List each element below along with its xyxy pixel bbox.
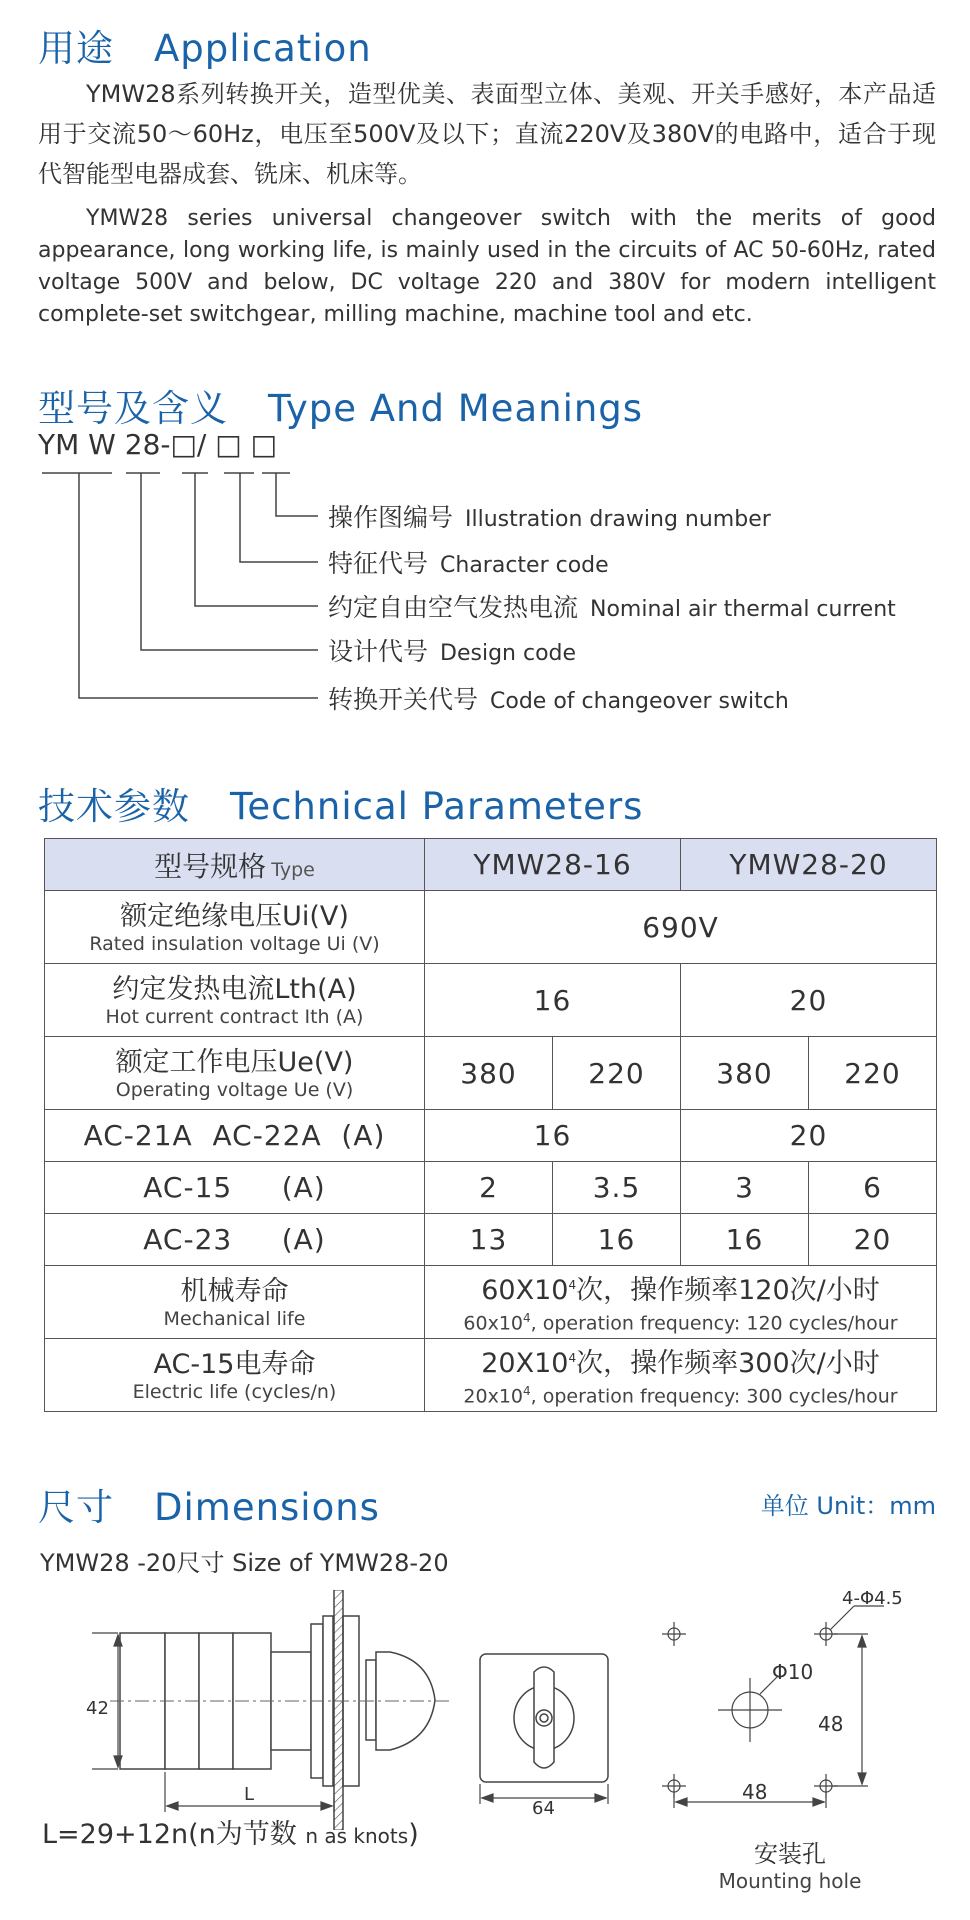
side-length-label: L bbox=[244, 1784, 255, 1805]
ac23-cell: 16 bbox=[681, 1214, 809, 1266]
mounting-hole-drawing bbox=[650, 1590, 890, 1810]
mech-life-value: $60X10^4$次，操作频率120次/小时 $60x10^4$, operation frequency: 120 cycles/hour bbox=[425, 1266, 937, 1339]
meaning-item-illustration bbox=[328, 498, 771, 534]
op-voltage-label: 额定工作电压Ue(V) Operating voltage Ue (V) bbox=[45, 1037, 425, 1110]
technical-heading bbox=[38, 776, 643, 830]
ac21-label: AC-21A AC-22A (A) bbox=[45, 1110, 425, 1162]
technical-title-zh: 技术参数 bbox=[38, 785, 190, 828]
length-formula: L=29+12n(n为节数 n as knots) bbox=[42, 1819, 419, 1850]
technical-title-en: Technical Parameters bbox=[230, 785, 644, 828]
meaning-item-illustration-en: Illustration drawing number bbox=[465, 507, 771, 532]
ac15-cell: 2 bbox=[425, 1162, 553, 1214]
type-meanings-title-zh: 型号及含义 bbox=[38, 387, 228, 430]
dimensions-title-en: Dimensions bbox=[154, 1486, 380, 1529]
table-row-mech-life bbox=[45, 1266, 937, 1339]
front-width-label: 64 bbox=[532, 1798, 555, 1819]
hot-current-value-20: 20 bbox=[681, 964, 937, 1037]
ac23-cell: 13 bbox=[425, 1214, 553, 1266]
op-voltage-cell: 380 bbox=[425, 1037, 553, 1110]
elec-life-value: $20X10^4$次，操作频率300次/小时 $20x10^4$, operation frequency: 300 cycles/hour bbox=[425, 1339, 937, 1412]
mount-height-label: 48 bbox=[818, 1712, 844, 1736]
table-row-hot-current bbox=[45, 964, 937, 1037]
meaning-item-illustration-zh: 操作图编号 bbox=[328, 503, 454, 532]
ac21-value-16: 16 bbox=[425, 1110, 681, 1162]
meaning-item-current bbox=[328, 588, 896, 624]
meaning-item-design-en: Design code bbox=[440, 641, 577, 666]
dimensions-size-label: YMW28 -20尺寸 Size of YMW28-20 bbox=[40, 1549, 449, 1577]
op-voltage-cell: 220 bbox=[553, 1037, 681, 1110]
application-title-en: Application bbox=[154, 27, 372, 70]
ac15-cell: 3 bbox=[681, 1162, 809, 1214]
meaning-item-character-zh: 特征代号 bbox=[328, 549, 429, 578]
meaning-item-design bbox=[328, 632, 576, 668]
table-row-insulation bbox=[45, 891, 937, 964]
technical-parameters-table bbox=[44, 838, 937, 1412]
table-row-ac21 bbox=[45, 1110, 937, 1162]
application-title-zh: 用途 bbox=[38, 27, 114, 70]
op-voltage-cell: 220 bbox=[809, 1037, 937, 1110]
type-code: YM W 28-□/ □ □ bbox=[38, 428, 278, 461]
insulation-label: 额定绝缘电压Ui(V) Rated insulation voltage Ui (V) bbox=[45, 891, 425, 964]
meaning-item-current-en: Nominal air thermal current bbox=[590, 597, 896, 622]
ac15-cell: 3.5 bbox=[553, 1162, 681, 1214]
ac15-cell: 6 bbox=[809, 1162, 937, 1214]
header-type-cell: 型号规格 Type bbox=[45, 839, 425, 891]
dimensions-title-zh: 尺寸 bbox=[38, 1486, 114, 1529]
ac23-cell: 16 bbox=[553, 1214, 681, 1266]
mount-width-label: 48 bbox=[742, 1780, 768, 1804]
mech-life-label: 机械寿命 Mechanical life bbox=[45, 1266, 425, 1339]
dimensions-heading bbox=[38, 1477, 380, 1531]
application-paragraph-en: YMW28 series universal changeover switch with the merits of good appearance, long working life, is mainly used in the circuits of AC 50-60Hz, rated voltage 500V and below, DC voltage 220 and 380V for modern intelligent complete-set switchgear, milling machine, machine tool and etc. bbox=[38, 206, 936, 327]
table-row-header bbox=[45, 839, 937, 891]
mount-holes-label: 4-Φ4.5 bbox=[842, 1588, 903, 1609]
ac21-value-20: 20 bbox=[681, 1110, 937, 1162]
side-view-drawing bbox=[80, 1590, 450, 1830]
op-voltage-cell: 380 bbox=[681, 1037, 809, 1110]
mount-center-label: Φ10 bbox=[772, 1660, 814, 1684]
table-row-ac15 bbox=[45, 1162, 937, 1214]
ac23-cell: 20 bbox=[809, 1214, 937, 1266]
dimensions-unit: 单位 Unit：mm bbox=[760, 1492, 936, 1520]
meaning-item-switch bbox=[328, 680, 789, 716]
meaning-item-character-en: Character code bbox=[440, 553, 609, 578]
application-paragraph-zh: YMW28系列转换开关，造型优美、表面型立体、美观、开关手感好，本产品适用于交流50～60Hz，电压至500V及以下；直流220V及380V的电路中，适合于现代智能型电器成套、铣床、机床等。 bbox=[38, 80, 936, 188]
side-height-label: 42 bbox=[86, 1698, 109, 1719]
meaning-item-switch-en: Code of changeover switch bbox=[490, 689, 789, 714]
table-row-op-voltage bbox=[45, 1037, 937, 1110]
type-meanings-title-en: Type And Meanings bbox=[268, 387, 644, 430]
meaning-item-character bbox=[328, 544, 609, 580]
front-view-drawing bbox=[474, 1650, 614, 1810]
header-model1: YMW28-16 bbox=[425, 839, 681, 891]
meaning-item-current-zh: 约定自由空气发热电流 bbox=[328, 593, 579, 622]
table-row-elec-life bbox=[45, 1339, 937, 1412]
meaning-item-switch-zh: 转换开关代号 bbox=[328, 685, 479, 714]
hot-current-value-16: 16 bbox=[425, 964, 681, 1037]
hot-current-label: 约定发热电流Lth(A) Hot current contract Ith (A) bbox=[45, 964, 425, 1037]
ac15-label: AC-15 (A) bbox=[45, 1162, 425, 1214]
header-model2: YMW28-20 bbox=[681, 839, 937, 891]
meaning-item-design-zh: 设计代号 bbox=[328, 637, 429, 666]
insulation-value: 690V bbox=[425, 891, 937, 964]
table-row-ac23 bbox=[45, 1214, 937, 1266]
elec-life-label: AC-15电寿命 Electric life (cycles/n) bbox=[45, 1339, 425, 1412]
ac23-label: AC-23 (A) bbox=[45, 1214, 425, 1266]
mounting-hole-caption: 安装孔 Mounting hole bbox=[718, 1840, 862, 1893]
